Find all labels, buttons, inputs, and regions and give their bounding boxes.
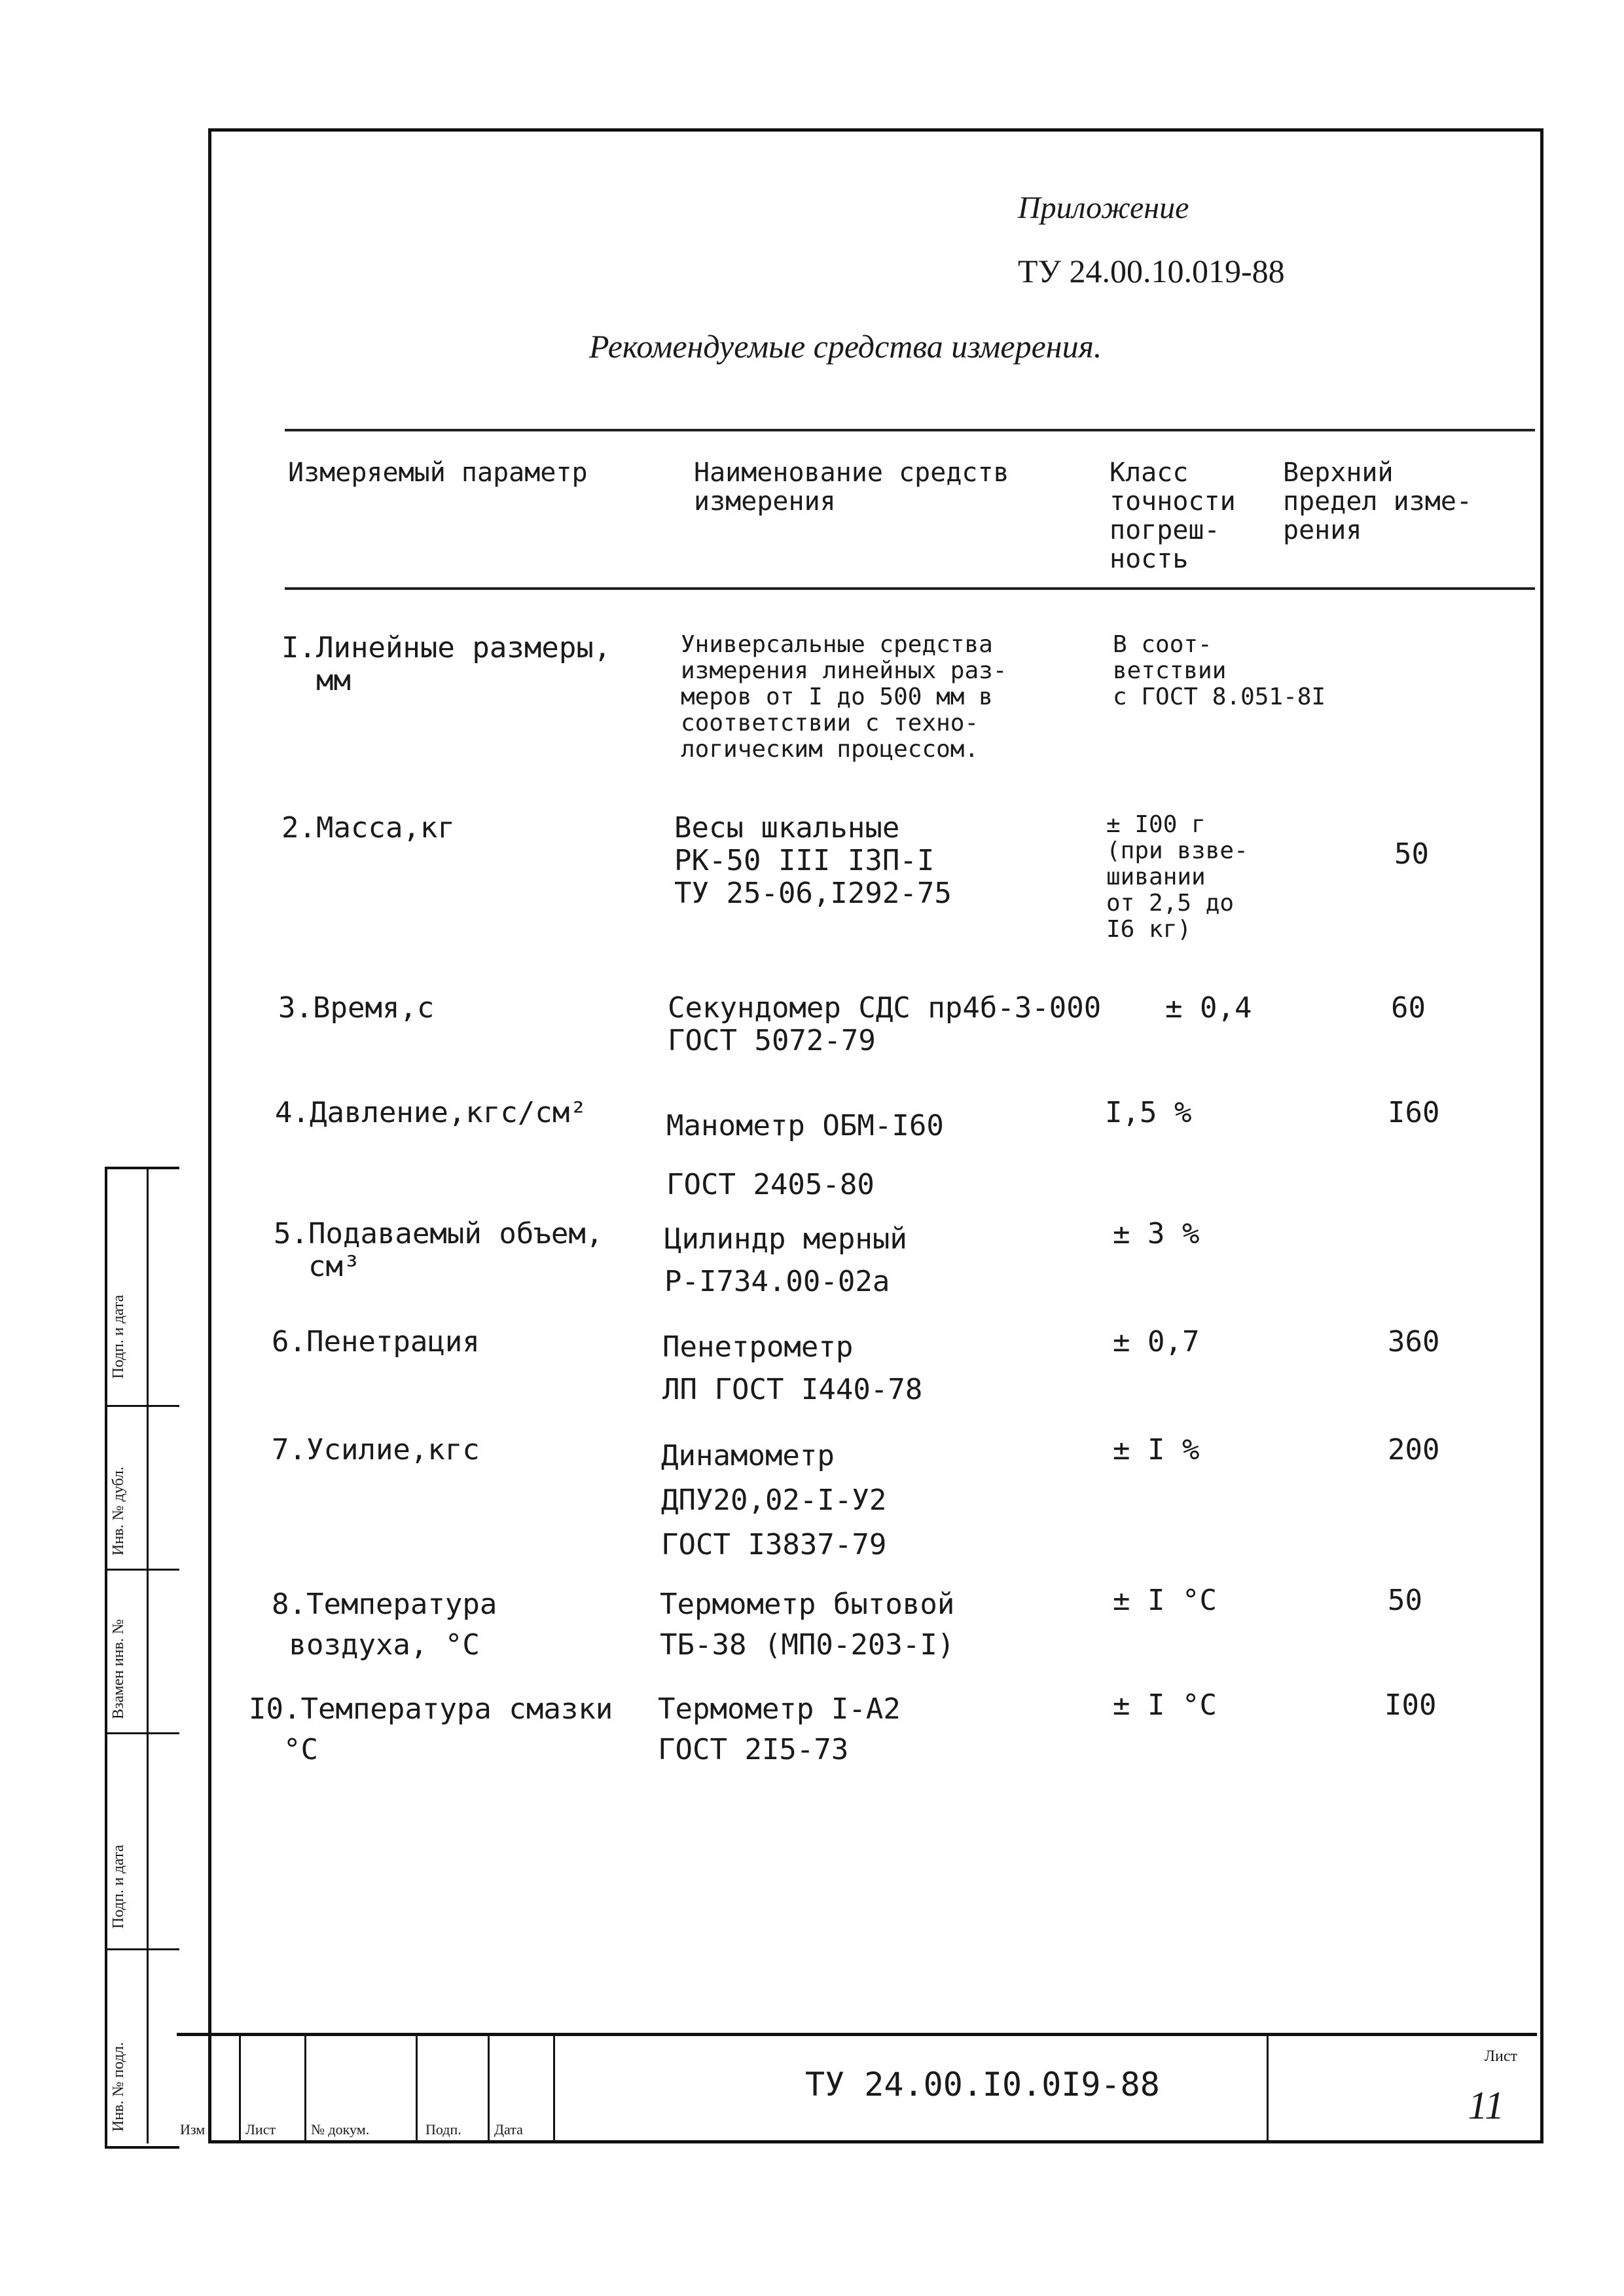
row2-instrument: Весы шкальные РК-50 III I3П-I ТУ 25-06,I292-75	[674, 811, 952, 910]
row5-param: 5.Подаваемый объем, см³	[274, 1217, 604, 1283]
page-title: Рекомендуемые средства измерения.	[589, 328, 1102, 365]
row3-limit: 60	[1391, 991, 1426, 1025]
side-label: Инв. № подл.	[110, 2042, 127, 2132]
side-cell	[107, 1169, 179, 1407]
row1-param: I.Линейные размеры, мм	[281, 631, 611, 697]
title-block	[177, 2033, 1537, 2141]
row8-instrument: Термометр бытовой ТБ-38 (МП0-203-I)	[660, 1588, 955, 1662]
stamp-label-sheet: Лист	[245, 2121, 276, 2138]
row5-accuracy: ± 3 %	[1113, 1217, 1200, 1250]
appendix-label: Приложение	[1018, 191, 1189, 225]
side-cell	[107, 1948, 179, 2143]
row4-instrument: Манометр ОБМ-I60 ГОСТ 2405-80	[666, 1109, 944, 1201]
side-label: Подп. и дата	[110, 1294, 127, 1379]
row1-accuracy: В соот- ветствии с ГОСТ 8.051-8I	[1113, 631, 1326, 710]
row6-instrument: Пенетрометр ЛП ГОСТ I440-78	[662, 1330, 923, 1406]
side-cell	[107, 1732, 179, 1950]
side-label: Инв. № дубл.	[110, 1467, 127, 1556]
row7-limit: 200	[1388, 1433, 1440, 1467]
table-top-rule	[285, 429, 1535, 431]
row4-limit: I60	[1388, 1096, 1440, 1129]
side-cell	[107, 1569, 179, 1734]
row10-accuracy: ± I °С	[1113, 1688, 1217, 1722]
stamp-label-date: Дата	[494, 2121, 523, 2138]
row7-param: 7.Усилие,кгс	[272, 1433, 480, 1467]
side-strip	[105, 1167, 179, 2149]
stamp-label-doc: № докум.	[311, 2121, 370, 2138]
row10-param: I0.Температура смазки °С	[249, 1692, 613, 1766]
row7-accuracy: ± I %	[1113, 1433, 1200, 1467]
row2-limit: 50	[1394, 837, 1429, 871]
side-cell	[107, 1405, 179, 1571]
row3-param: 3.Время,с	[278, 991, 435, 1025]
row6-limit: 360	[1388, 1325, 1440, 1358]
table-header-rule	[285, 587, 1535, 590]
row3-instrument: Секундомер СДС пр4б-3-000 ГОСТ 5072-79	[668, 991, 1102, 1057]
side-label: Подп. и дата	[110, 1844, 127, 1929]
row4-param: 4.Давление,кгс/см²	[275, 1096, 587, 1129]
row8-param: 8.Температура воздуха, °С	[272, 1588, 497, 1662]
row6-accuracy: ± 0,7	[1113, 1325, 1200, 1358]
row1-instrument: Универсальные средства измерения линейных раз- меров от I до 500 мм в соответствии с техно- логическим процессом.	[681, 631, 1007, 763]
row8-limit: 50	[1388, 1584, 1422, 1617]
col-header-parameter: Измеряемый параметр	[288, 458, 588, 488]
stamp-sheet-label: Лист	[1484, 2048, 1517, 2065]
row3-accuracy: ± 0,4	[1165, 991, 1252, 1025]
row10-instrument: Термометр I-А2 ГОСТ 2I5-73	[658, 1692, 901, 1766]
col-header-instrument: Наименование средств измерения	[694, 458, 1009, 517]
stamp-label-sign: Подп.	[425, 2121, 461, 2138]
side-label: Взамен инв. №	[110, 1619, 127, 1719]
col-header-limit: Верхний предел изме- рения	[1283, 458, 1472, 545]
row7-instrument: Динамометр ДПУ20,02-I-У2 ГОСТ I3837-79	[661, 1439, 887, 1561]
page-number: 11	[1468, 2084, 1504, 2127]
stamp-label-change: Изм	[180, 2121, 206, 2138]
row8-accuracy: ± I °С	[1113, 1584, 1217, 1617]
doc-code: ТУ 24.00.10.019-88	[1018, 253, 1285, 289]
col-header-accuracy: Класс точности погреш- ность	[1110, 458, 1236, 574]
stamp-doc-code: ТУ 24.00.I0.0I9-88	[805, 2066, 1160, 2104]
row10-limit: I00	[1384, 1688, 1437, 1722]
row4-accuracy: I,5 %	[1105, 1096, 1192, 1129]
row2-param: 2.Масса,кг	[281, 811, 455, 845]
row6-param: 6.Пенетрация	[272, 1325, 480, 1358]
row2-accuracy: ± I00 г (при взве- шивании от 2,5 до I6 кг)	[1106, 811, 1248, 943]
row5-instrument: Цилиндр мерный Р-I734.00-02а	[664, 1222, 907, 1298]
